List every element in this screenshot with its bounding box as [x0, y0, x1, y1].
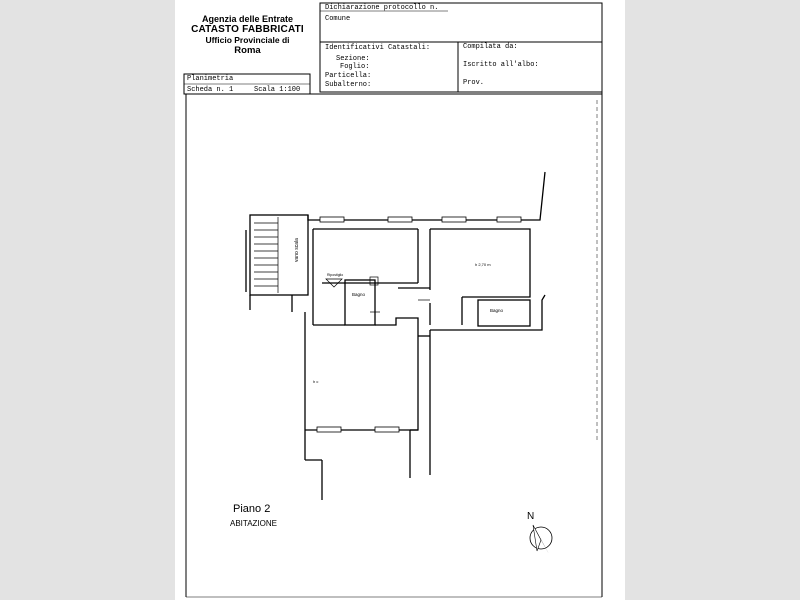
agency-line-1: Agenzia delle Entrate — [201, 14, 294, 24]
bagno-left-label: Bagno — [352, 292, 366, 297]
agency-line-3: Ufficio Provinciale di — [205, 35, 290, 45]
stair-treads — [254, 217, 278, 293]
subalterno-label: Subalterno: — [325, 81, 372, 89]
planimetria-label: Planimetria — [187, 75, 234, 83]
compilata-label: Compilata da: — [463, 43, 518, 51]
piano-label: Piano 2 — [233, 503, 271, 515]
foglio-label: Foglio: — [340, 63, 370, 71]
fixture — [370, 277, 378, 285]
identificativi-label: Identificativi Catastali: — [325, 44, 431, 52]
comune-label: Comune — [325, 15, 351, 23]
scheda-label: Scheda n. 1 — [187, 86, 234, 94]
header-frame — [320, 3, 602, 92]
scala-label: Scala 1:100 — [254, 86, 301, 94]
height-label: h 2,70 m — [475, 262, 491, 267]
prov-label: Prov. — [463, 79, 485, 87]
agency-line-2: CATASTO FABBRICATI — [191, 24, 304, 35]
north-label: N — [527, 511, 535, 522]
abitazione-label: ABITAZIONE — [230, 519, 277, 528]
bagno-right-label: Bagno — [490, 308, 504, 313]
agency-line-4: Roma — [234, 45, 261, 56]
vano-scala-label: vano scala — [294, 238, 300, 262]
protocol-label: Dichiarazione protocollo n. — [325, 4, 439, 12]
ripostiglio-label: Ripostiglio — [327, 273, 344, 277]
particella-label: Particella: — [325, 72, 372, 80]
sezione-label: Sezione: — [336, 55, 370, 63]
small-room-label: h c — [313, 379, 319, 384]
compass-icon — [530, 525, 552, 554]
iscritto-label: Iscritto all'albo: — [463, 61, 539, 69]
